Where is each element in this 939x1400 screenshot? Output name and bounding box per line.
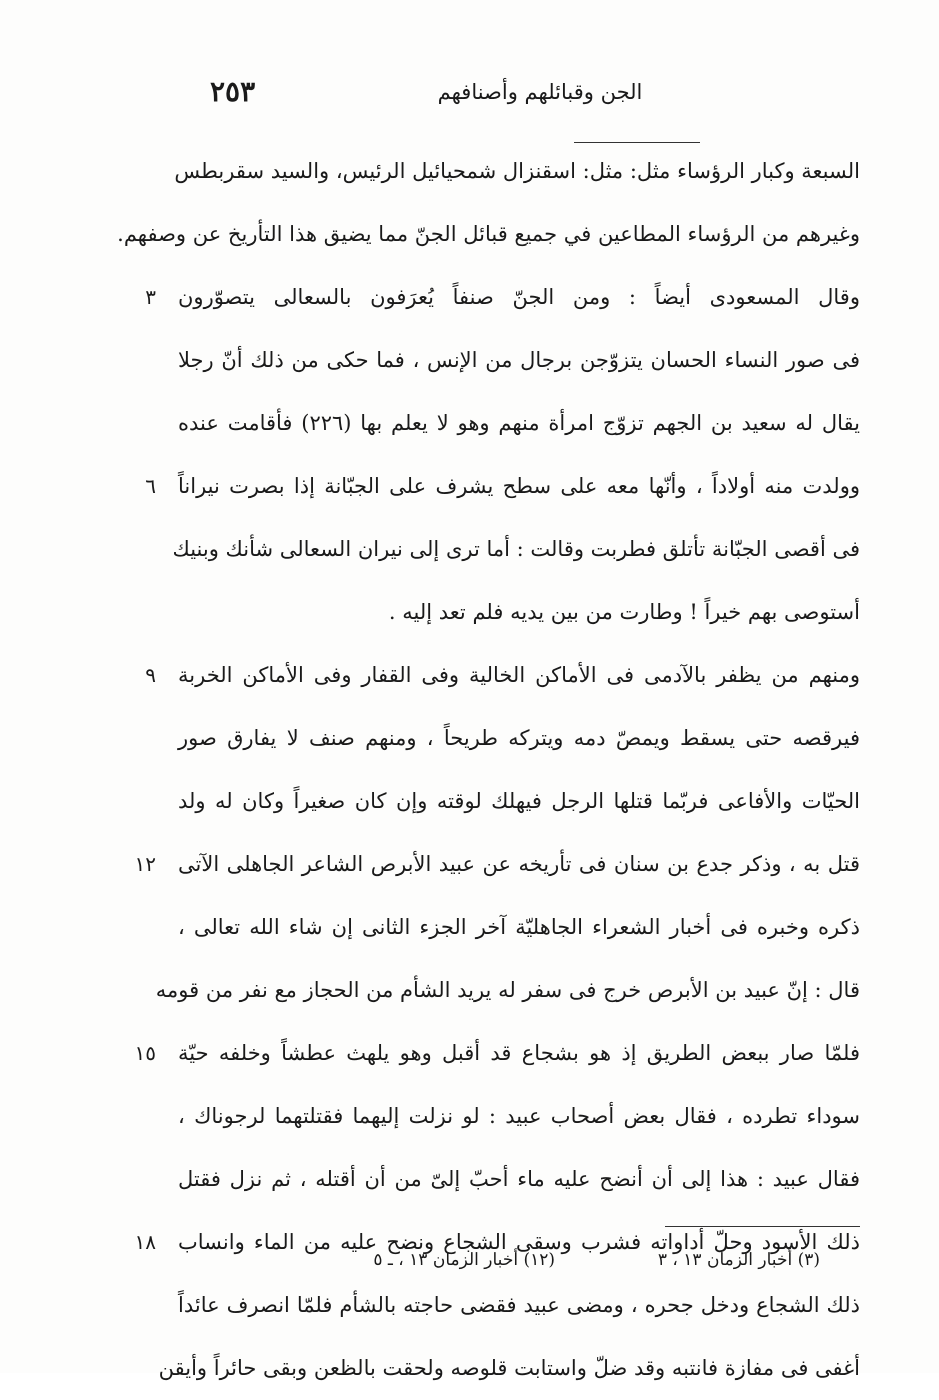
line-text: أغفى فى مفازة فانتبه وقد ضلّ واستابت قلوصه ولحقت بالظعن وبقى حائراً وأيقن <box>158 1356 860 1380</box>
text-line <box>178 581 860 644</box>
text-line <box>155 959 860 1022</box>
text-line <box>134 833 860 896</box>
line-number: ٦ <box>145 474 156 498</box>
line-text: فى صور النساء الحسان يتزوّجن برجال من الإنس ، فما حكى من ذلك أنّ رجلا <box>178 348 860 372</box>
line-text: وقال المسعودى أيضاً : ومن الجنّ صنفاً يُعرَفون بالسعالى يتصوّرون <box>178 285 860 309</box>
line-number: ١٢ <box>134 852 156 876</box>
line-text: ذلك الشجاع ودخل جحره ، ومضى عبيد فقضى حاجته بالشأم فلمّا انصرف عائداً <box>178 1293 860 1317</box>
text-line <box>145 266 860 329</box>
line-number: ٣ <box>145 285 156 309</box>
text-line <box>174 140 860 203</box>
line-number: ٩ <box>145 663 156 687</box>
text-line <box>178 392 860 455</box>
line-number: ١٨ <box>134 1230 156 1254</box>
line-text: فى أقصى الجبّانة تأتلق فطربت وقالت : أما ترى إلى نيران السعالى شأنك وبنيك <box>172 537 860 561</box>
footnotes <box>320 1240 820 1280</box>
footnote: (٣) أخبار الزمان ١٣ ، ٣ <box>657 1250 820 1270</box>
footnote-divider <box>665 1226 860 1227</box>
text-line <box>145 644 860 707</box>
line-text: قتل به ، وذكر جدع بن سنان فى تأريخه عن عبيد الأبرص الشاعر الجاهلى الآتى <box>178 852 860 876</box>
line-text: ومنهم من يظفر بالآدمى فى الأماكن الخالية وفى القفار وفى الأماكن الخربة <box>178 663 860 687</box>
line-text: وولدت منه أولاداً ، وأنّها معه على سطح يشرف على الجبّانة إذا بصرت نيراناً <box>178 474 860 498</box>
line-text: وغيرهم من الرؤساء المطاعين في جميع قبائل الجنّ مما يضيق هذا التأريخ عن وصفهم. <box>117 222 860 246</box>
text-line <box>158 1337 860 1400</box>
line-text: السبعة وكبار الرؤساء مثل: مثل: اسقنزال شمحيائيل الرئيس، والسيد سقربطس <box>174 159 860 183</box>
line-text: ذلك الأسود وحلّ أداواته فشرب وسقى الشجاع ونضح عليه من الماء وانساب <box>178 1230 860 1254</box>
line-text: سوداء تطرده ، فقال بعض أصحاب عبيد : لو نزلت إليهما فقتلتهما لرجوناك ، <box>178 1104 860 1128</box>
text-line <box>178 770 860 833</box>
line-text: الحيّات والأفاعى فربّما قتلها الرجل فيهلك لوقته وإن كان صغيراً وكان له ولد <box>178 789 860 813</box>
text-line <box>178 1085 860 1148</box>
line-text: فقال عبيد : هذا إلى أن أنضح عليه ماء أحبّ إلىّ من أن أقتله ، ثم نزل فقتل <box>178 1167 860 1191</box>
line-number: ١٥ <box>134 1041 156 1065</box>
running-title: الجن وقبائلهم وأصنافهم <box>437 80 643 104</box>
text-line <box>172 518 860 581</box>
text-line <box>178 1148 860 1211</box>
text-line <box>178 707 860 770</box>
line-text: يقال له سعيد بن الجهم تزوّج امرأة منهم وهو لا يعلم بها (٢٢٦) فأقامت عنده <box>178 411 860 435</box>
line-text: فيرقصه حتى يسقط ويمصّ دمه ويتركه طريحاً ، ومنهم صنف لا يفارق صور <box>178 726 860 750</box>
body-text <box>117 140 860 1400</box>
line-text: أستوصى بهم خيراً ! وطارت من بين يديه فلم تعد إليه . <box>388 600 860 624</box>
text-line <box>178 896 860 959</box>
line-text: قال : إنّ عبيد بن الأبرص خرج فى سفر له يريد الشأم من الحجاز مع نفر من قومه <box>155 978 860 1002</box>
line-text: فلمّا صار ببعض الطريق إذ هو بشجاع قد أقبل وهو يلهث عطشاً وخلفه حيّة <box>178 1041 860 1065</box>
footnote: (١٢) أخبار الزمان ١٣ ، ـ ٥ <box>373 1250 555 1270</box>
line-text: ذكره وخبره فى أخبار الشعراء الجاهليّة آخر الجزء الثانى إن شاء الله تعالى ، <box>178 915 860 939</box>
text-line <box>134 1022 860 1085</box>
text-line <box>145 455 860 518</box>
text-line <box>117 203 860 266</box>
page-header <box>180 72 860 112</box>
text-line <box>178 329 860 392</box>
page-number: ٢٥٣ <box>210 75 256 108</box>
text-line <box>178 1274 860 1337</box>
